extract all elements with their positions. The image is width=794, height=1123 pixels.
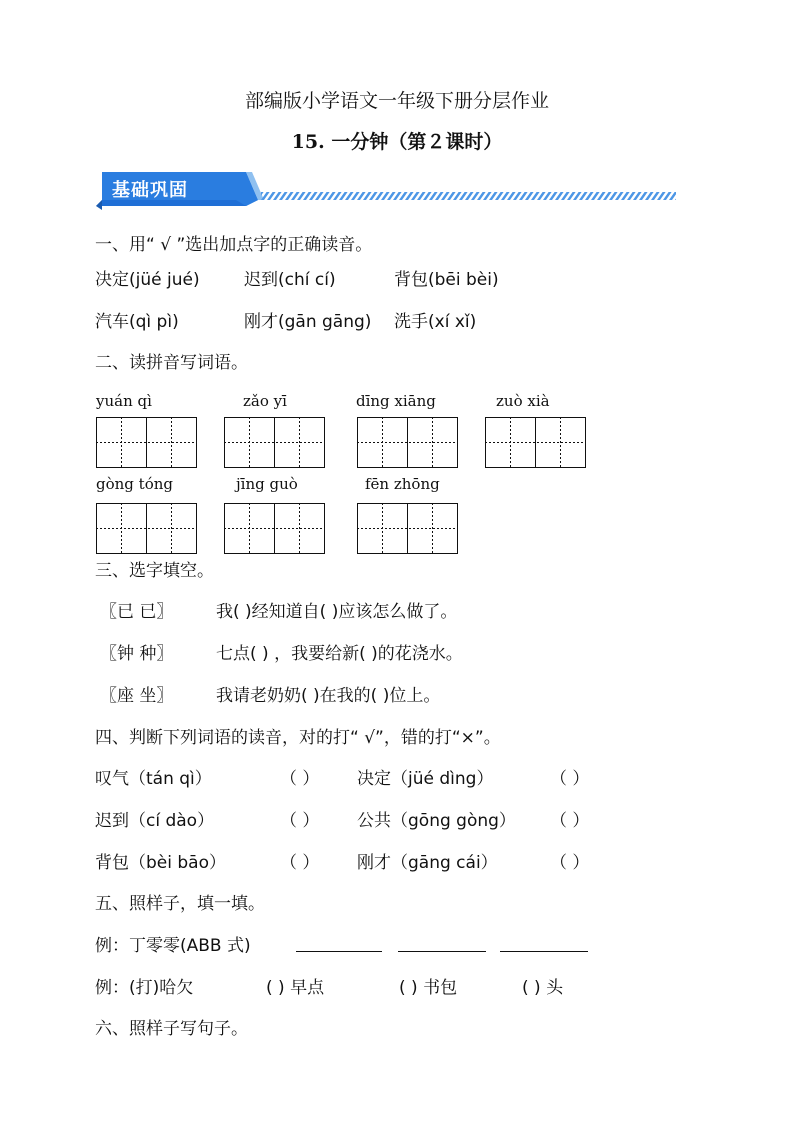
- q5-item: ( ) 书包: [399, 978, 458, 998]
- pinyin-label: dīng xiāng: [356, 392, 436, 410]
- answer-paren[interactable]: （ ）: [550, 769, 590, 789]
- q4-heading: 四、判断下列词语的读音，对的打“ √”，错的打“×”。: [95, 728, 501, 748]
- q3-sentence: 我( )经知道自( )应该怎么做了。: [216, 602, 458, 622]
- q5-item: ( ) 早点: [266, 978, 325, 998]
- answer-blank[interactable]: [500, 950, 588, 952]
- q4-item: 决定（jüé dìng）: [357, 769, 494, 789]
- writing-grid[interactable]: [224, 417, 325, 468]
- answer-paren[interactable]: （ ）: [550, 811, 590, 831]
- q3-sentence: 我请老奶奶( )在我的( )位上。: [216, 686, 441, 706]
- q3-sentence: 七点( ) ，我要给新( )的花浇水。: [216, 644, 463, 664]
- q4-item: 刚才（gāng cái）: [357, 853, 498, 873]
- q4-item: 背包（bèi bāo）: [95, 853, 226, 873]
- answer-paren[interactable]: （ ）: [280, 811, 320, 831]
- q1-item: 刚才(gān gāng): [244, 312, 372, 332]
- q1-item: 迟到(chí cí): [244, 270, 336, 290]
- q3-options: 〖钟 种〗: [100, 644, 174, 664]
- answer-paren[interactable]: （ ）: [280, 769, 320, 789]
- q3-options: 〖座 坐〗: [100, 686, 174, 706]
- pinyin-label: zuò xià: [496, 392, 550, 410]
- q1-item: 背包(bēi bèi): [394, 270, 499, 290]
- q3-options: 〖已 已〗: [100, 602, 174, 622]
- q3-heading: 三、选字填空。: [95, 561, 214, 581]
- writing-grid[interactable]: [224, 503, 325, 554]
- writing-grid[interactable]: [357, 417, 458, 468]
- q1-item: 决定(jüé jué): [95, 270, 200, 290]
- q1-item: 汽车(qì pì): [95, 312, 179, 332]
- q4-item: 迟到（cí dào）: [95, 811, 215, 831]
- q2-heading: 二、读拼音写词语。: [95, 353, 248, 373]
- writing-grid[interactable]: [96, 503, 197, 554]
- writing-grid[interactable]: [357, 503, 458, 554]
- pinyin-label: zǎo yī: [243, 392, 287, 410]
- worksheet-title: 部编版小学语文一年级下册分层作业: [244, 90, 549, 112]
- writing-grid[interactable]: [485, 417, 586, 468]
- answer-blank[interactable]: [398, 950, 486, 952]
- answer-paren[interactable]: （ ）: [280, 853, 320, 873]
- answer-paren[interactable]: （ ）: [550, 853, 590, 873]
- q4-item: 叹气（tán qì）: [95, 769, 212, 789]
- q5-example: 例：(打)哈欠: [95, 978, 194, 998]
- writing-grid[interactable]: [96, 417, 197, 468]
- q1-heading: 一、用“ √ ”选出加点字的正确读音。: [95, 235, 373, 255]
- q4-item: 公共（gōng gòng）: [357, 811, 516, 831]
- answer-blank[interactable]: [296, 950, 382, 952]
- q5-heading: 五、照样子，填一填。: [95, 894, 265, 914]
- q6-heading: 六、照样子写句子。: [95, 1019, 248, 1039]
- pinyin-label: yuán qì: [96, 392, 152, 410]
- q5-example: 例：丁零零(ABB 式): [95, 936, 251, 956]
- pinyin-label: jīng guò: [236, 475, 298, 493]
- pinyin-label: fēn zhōng: [365, 475, 440, 493]
- pinyin-label: gòng tóng: [96, 475, 173, 493]
- lesson-title: 15. 一分钟（第２课时）: [291, 131, 503, 153]
- q1-item: 洗手(xí xǐ): [394, 312, 477, 332]
- q5-item: ( ) 头: [522, 978, 564, 998]
- banner-label: 基础巩固: [112, 180, 188, 201]
